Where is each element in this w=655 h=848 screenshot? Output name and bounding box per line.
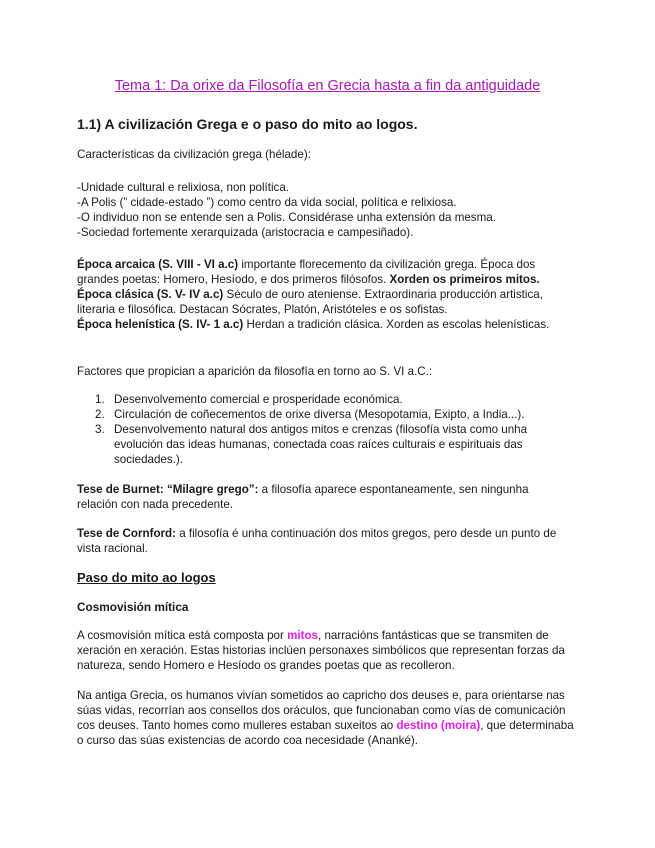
tese-cornford-label: Tese de Cornford:: [77, 527, 176, 540]
tese-cornford-text: a filosofía é unha continuación dos mitos gregos, pero desde un punto de vista racional.: [77, 527, 557, 555]
epoca-helenistica-text: Herdan a tradición clásica. Xorden as escolas helenísticas.: [243, 318, 550, 331]
cosmovision-paragraph-1: [77, 628, 577, 673]
tese-cornford-paragraph: [77, 526, 567, 556]
epoca-arcaica-paragraph: [77, 257, 567, 287]
epoca-arcaica-bold-end: Xorden os primeiros mitos.: [389, 273, 540, 286]
factores-intro: Factores que propician a aparición da filosofía en torno ao S. VI a.C.:: [77, 365, 433, 378]
section-heading-1-1: 1.1) A civilización Grega e o paso do mito ao logos.: [77, 116, 418, 132]
tese-burnet-paragraph: [77, 482, 557, 512]
cosmo-p2-start: Na antiga Grecia, os humanos vivían sometidos ao capricho dos deuses e, para orientarse nas súas vidas, recorrían aos consellos dos oráculos, que funcionaban como vías de comunicación cos deuses. Tanto homes como mulleres estaban suxeitos ao: [77, 689, 566, 732]
factor-item: [95, 392, 565, 407]
cosmovision-paragraph-2: [77, 688, 577, 748]
epoca-clasica-paragraph: [77, 287, 567, 317]
factor-number: 2.: [95, 408, 105, 421]
epoca-clasica-label: Época clásica (S. V- IV a.c): [77, 288, 224, 301]
caracteristica-item: -A Polis (” cidade-estado ”) como centro da vida social, política e relixiosa.: [77, 196, 457, 209]
factor-number: 3.: [95, 423, 105, 436]
caracteristica-item: -Sociedad fortemente xerarquizada (aristocracia e campesiñado).: [77, 226, 414, 239]
destino-highlight: destino (moira): [396, 719, 481, 732]
tese-burnet-label: Tese de Burnet: “Milagre grego”:: [77, 483, 259, 496]
cosmo-p2-end: , que determinaba o curso das súas existencias de acordo coa necesidade (Ananké).: [77, 719, 574, 747]
epoca-arcaica-text: importante florecemento da civilización grega. Época dos grandes poetas: Homero, Hesíodo, e dos primeros filósofos.: [77, 258, 536, 286]
factor-item: [95, 422, 550, 467]
caracteristicas-intro: Características da civilización grega (hélade):: [77, 148, 311, 161]
epoca-helenistica-paragraph: [77, 317, 577, 332]
cosmo-p1-start: A cosmovisión mítica está composta por: [77, 629, 288, 642]
tese-burnet-text: a filosofía aparece espontaneamente, sen ningunha relación con nada precedente.: [77, 483, 529, 511]
cosmovision-heading: Cosmovisión mítica: [77, 600, 189, 614]
caracteristica-item: -O individuo non se entende sen a Polis. Considérase unha extensión da mesma.: [77, 211, 496, 224]
factor-text: Circulación de coñecementos de orixe diversa (Mesopotamia, Exipto, a India...).: [114, 408, 525, 421]
paso-mito-logos-heading: Paso do mito ao logos: [77, 570, 216, 585]
epoca-helenistica-label: Época helenística (S. IV- 1 a.c): [77, 318, 244, 331]
caracteristica-item: -Unidade cultural e relixiosa, non política.: [77, 181, 290, 194]
factor-text: Desenvolvemento comercial e prosperidade económica.: [114, 393, 403, 406]
mitos-highlight: mitos: [287, 629, 318, 642]
cosmo-p1-end: , narracións fantásticas que se transmiten de xeración en xeración. Estas historias inclúen personaxes simbólicos que representan forzas da natureza, sendo Homero e Hesíodo os grandes poetas que as recolleron.: [77, 629, 565, 672]
document-title: Tema 1: Da orixe da Filosofía en Grecia hasta a fin da antiguidade: [114, 78, 541, 94]
epoca-arcaica-label: Época arcaica (S. VIII - VI a.c): [77, 258, 239, 271]
factor-number: 1.: [95, 393, 105, 406]
factor-item: [95, 407, 565, 422]
factor-text: Desenvolvemento natural dos antigos mitos e crenzas (filosofía vista como unha evolución das ideas humanas, conectada coas raíces culturais e espirituais das sociedades.).: [114, 423, 528, 466]
epoca-clasica-text: Século de ouro ateniense. Extraordinaria producción artistica, literaria e filosófica. Destacan Sócrates, Platón, Aristóteles e os sofistas.: [77, 288, 543, 316]
